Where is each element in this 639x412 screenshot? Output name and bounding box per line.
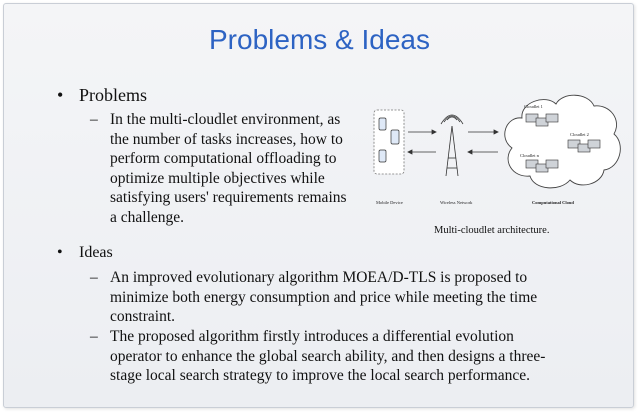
ideas-line: stage local search strategy to improve the local search performance. [110, 367, 531, 384]
dash-marker: – [90, 328, 98, 345]
phone-icon [379, 150, 386, 162]
ideas-line: The proposed algorithm firstly introduces a differential evolution [110, 328, 514, 345]
cloudlet-n-label: Cloudlet n [520, 153, 539, 158]
problems-heading: Problems [79, 85, 148, 105]
ideas-line: operator to enhance the global search ability, and then designs a three- [110, 347, 546, 365]
problems-line: In the multi-cloudlet environment, as [110, 111, 341, 128]
problems-line: perform computational offloading to [110, 150, 337, 167]
mobile-devices-group [374, 110, 404, 174]
problems-line: a challenge. [110, 208, 185, 226]
computational-cloud-label: Computational Cloud [532, 200, 574, 205]
problems-line: optimize multiple objectives while [110, 169, 325, 187]
ideas-line: An improved evolutionary algorithm MOEA/D-TLS is proposed to [110, 269, 528, 286]
bullet-dot: • [57, 244, 63, 261]
problems-line: satisfying users' requirements remains [110, 189, 347, 206]
mobile-device-label: Mobile Device [376, 200, 403, 205]
phone-icon [379, 118, 386, 130]
cloud-icon [505, 95, 621, 188]
dash-marker: – [90, 111, 98, 128]
ideas-line: constraint. [110, 308, 175, 325]
cloudlet-2-label: Cloudlet 2 [570, 132, 589, 137]
slide [3, 3, 634, 408]
figure-caption: Multi-cloudlet architecture. [434, 225, 550, 236]
ideas-line: minimize both energy consumption and price while meeting the time [110, 288, 538, 306]
slide-title: Problems & Ideas [209, 24, 430, 55]
multi-cloudlet-diagram [370, 80, 630, 240]
phone-icon [391, 130, 399, 144]
bullet-dot: • [57, 85, 64, 105]
antenna-icon [441, 115, 463, 176]
problems-line: the number of tasks increases, how to [110, 130, 343, 148]
wireless-network-label: Wireless Network [440, 200, 473, 205]
dash-marker: – [90, 269, 98, 286]
ideas-heading: Ideas [79, 244, 113, 261]
cloudlet-1-label: Cloudlet 1 [524, 104, 543, 109]
